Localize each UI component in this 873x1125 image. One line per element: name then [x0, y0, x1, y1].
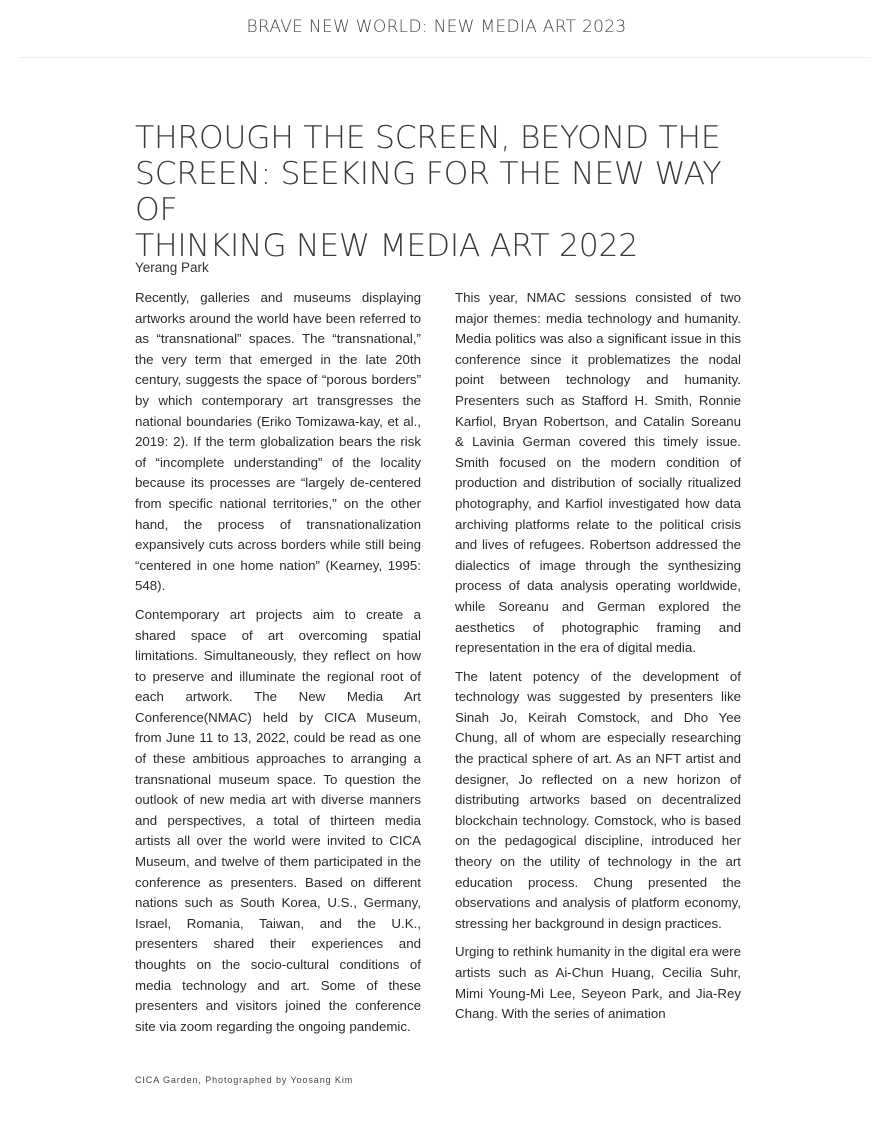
- header-divider: [18, 57, 870, 58]
- paragraph: Recently, galleries and museums displaying artworks around the world have been referred to as “transnational” spaces. The “transnational,” the very term that emerged in the late 20th century, suggests the space of “porous borders” by which contemporary art transgresses the national boundaries (Eriko Tomizawa-kay, et al., 2019: 2). If the term globalization bears the risk of “incomplete understanding” of the locality because its processes are “largely de-centered from specific national territories," on the other hand, the process of transnationalization expansively cuts across borders while still being “centered in one home nation” (Kearney, 1995: 548).: [135, 290, 421, 594]
- author-name: Yerang Park: [135, 260, 209, 275]
- title-line: THINKING NEW MEDIA ART 2022: [135, 228, 638, 264]
- right-column: [455, 288, 741, 1033]
- running-header: BRAVE NEW WORLD: NEW MEDIA ART 2023: [246, 17, 627, 37]
- paragraph: This year, NMAC sessions consisted of two major themes: media technology and humanity. Media politics was also a significant issue in this conference since it problematizes the nodal point between technology and humanity. Presenters such as Stafford H. Smith, Ronnie Karfiol, Bryan Robertson, and Catalin Soreanu & Lavinia German covered this timely issue. Smith focused on the modern condition of production and distribution of socially ritualized photography, and Karfiol investigated how data archiving platforms relate to the political crisis and lives of refugees. Robertson addressed the dialectics of image through the synthesizing process of data analysis operating worldwide, while Soreanu and German explored the aesthetics of photographic framing and representation in the era of digital media.: [455, 290, 741, 656]
- paragraph: Urging to rethink humanity in the digital era were artists such as Ai-Chun Huang, Cecilia Suhr, Mimi Young-Mi Lee, Seyeon Park, and Jia-Rey Chang. With the series of animation: [455, 944, 741, 1022]
- left-column: [135, 288, 421, 1045]
- photo-caption: CICA Garden, Photographed by Yoosang Kim: [135, 1075, 354, 1085]
- title-line: THROUGH THE SCREEN, BEYOND THE: [135, 120, 721, 156]
- paragraph: The latent potency of the development of technology was suggested by presenters like Sinah Jo, Keirah Comstock, and Dho Yee Chung, all of whom are especially researching the practical sphere of art. As an NFT artist and designer, Jo reflected on a new horizon of distributing artworks based on decentralized blockchain technology. Comstock, who is based on the pedagogical discipline, introduced her theory on the utility of technology in the art education process. Chung presented the observations and analysis of platform economy, stressing her background in design practices.: [455, 668, 741, 931]
- article-title: [135, 120, 755, 264]
- title-line: SCREEN: SEEKING FOR THE NEW WAY OF: [135, 156, 722, 228]
- paragraph: Contemporary art projects aim to create a shared space of art overcoming spatial limitations. Simultaneously, they reflect on how to preserve and illuminate the regional root of each artwork. The New Media Art Conference(NMAC) held by CICA Museum, from June 11 to 13, 2022, could be read as one of these ambitious approaches to arranging a transnational museum space. To question the outlook of new media art with diverse manners and perspectives, a total of thirteen media artists all over the world were invited to CICA Museum, and twelve of them participated in the conference as presenters. Based on different nations such as South Korea, U.S., Germany, Israel, Romania, Taiwan, and the U.K., presenters shared their experiences and thoughts on the socio-cultural conditions of media technology and art. Some of these presenters and visitors joined the conference site via zoom regarding the ongoing pandemic.: [135, 606, 421, 1034]
